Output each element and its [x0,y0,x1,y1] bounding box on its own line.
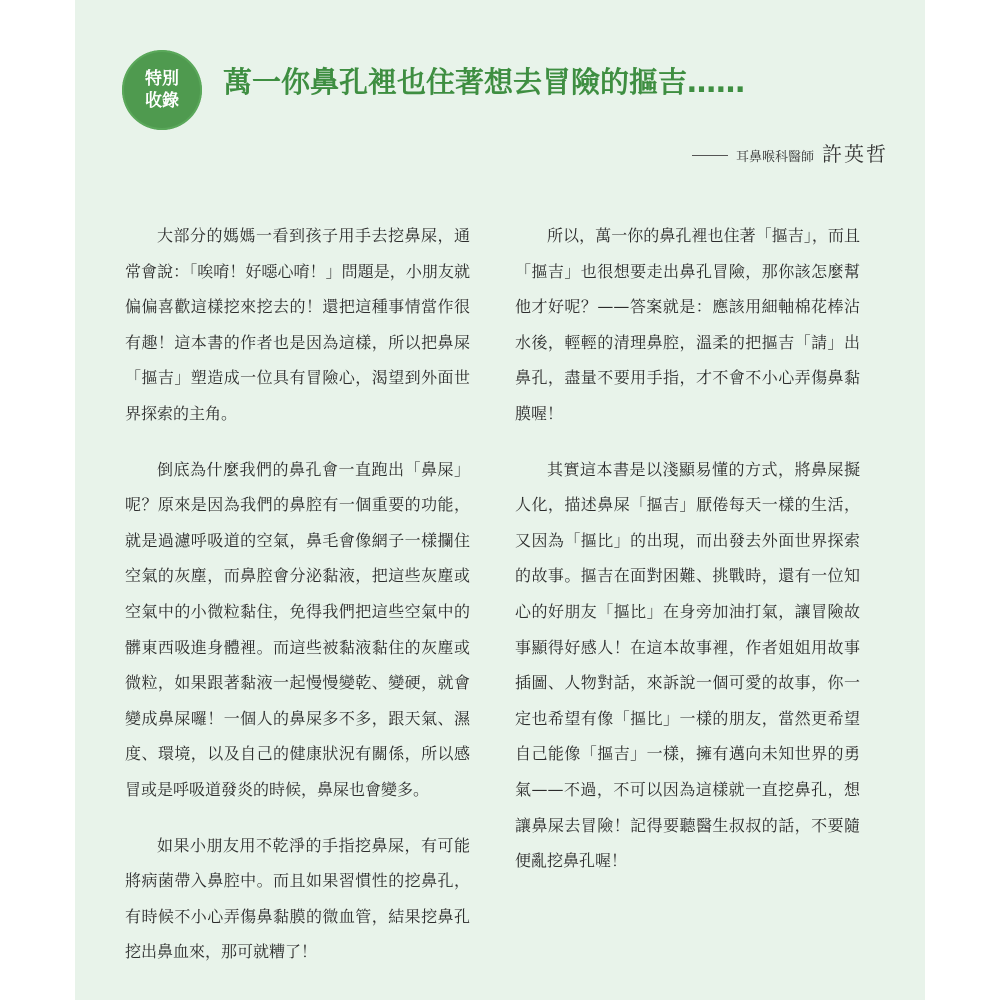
page-title: 萬一你鼻孔裡也住著想去冒險的摳吉…… [223,65,746,99]
author-role: 耳鼻喉科醫師 [735,150,814,165]
badge-line-1: 特別 [145,69,179,89]
author-name: 許英哲 [822,142,888,166]
paragraph: 所以，萬一你的鼻孔裡也住著「摳吉」，而且「摳吉」也很想要走出鼻孔冒險，那你該怎麼幫他才好呢？——答案就是：應該用細軸棉花棒沾水後，輕輕的清理鼻腔，溫柔的把摳吉「請」出鼻孔，盡量不要用手指，才不會不小心弄傷鼻黏膜喔！ [515,226,860,423]
paragraph: 大部分的媽媽一看到孩子用手去挖鼻屎，通常會說：「唉唷！好噁心唷！」問題是，小朋友就偏偏喜歡這樣挖來挖去的！還把這種事情當作很有趣！這本書的作者也是因為這樣，所以把鼻屎「摳吉」塑造成一位具有冒險心，渴望到外面世界探索的主角。 [125,226,470,423]
paragraph: 倒底為什麼我們的鼻孔會一直跑出「鼻屎」呢？原來是因為我們的鼻腔有一個重要的功能，就是過濾呼吸道的空氣，鼻毛會像網子一樣攔住空氣的灰塵，而鼻腔會分泌黏液，把這些灰塵或空氣中的小微粒黏住，免得我們把這些空氣中的髒東西吸進身體裡。而這些被黏液黏住的灰塵或微粒，如果跟著黏液一起慢慢變乾、變硬，就會變成鼻屎囉！一個人的鼻屎多不多，跟天氣、濕度、環境，以及自己的健康狀況有關係，所以感冒或是呼吸道發炎的時候，鼻屎也會變多。 [125,459,470,799]
special-edition-badge [122,50,202,130]
left-column [125,218,470,990]
right-column [515,218,860,899]
page [75,0,925,1000]
paragraph: 如果小朋友用不乾淨的手指挖鼻屎，有可能將病菌帶入鼻腔中。而且如果習慣性的挖鼻孔，有時候不小心弄傷鼻黏膜的微血管，結果挖鼻孔挖出鼻血來，那可就糟了！ [125,835,470,962]
em-dash-rule [692,155,728,156]
paragraph: 其實這本書是以淺顯易懂的方式，將鼻屎擬人化，描述鼻屎「摳吉」厭倦每天一樣的生活，又因為「摳比」的出現，而出發去外面世界探索的故事。摳吉在面對困難、挑戰時，還有一位知心的好朋友「摳比」在身旁加油打氣，讓冒險故事顯得好感人！在這本故事裡，作者姐姐用故事插圖、人物對話，來訴說一個可愛的故事，你一定也希望有像「摳比」一樣的朋友，當然更希望自己能像「摳吉」一樣，擁有邁向未知世界的勇氣——不過，不可以因為這樣就一直挖鼻孔，想讓鼻屎去冒險！記得要聽醫生叔叔的話，不要隨便亂挖鼻孔喔！ [515,459,860,871]
author-line [692,138,888,167]
badge-line-2: 收錄 [145,91,179,111]
